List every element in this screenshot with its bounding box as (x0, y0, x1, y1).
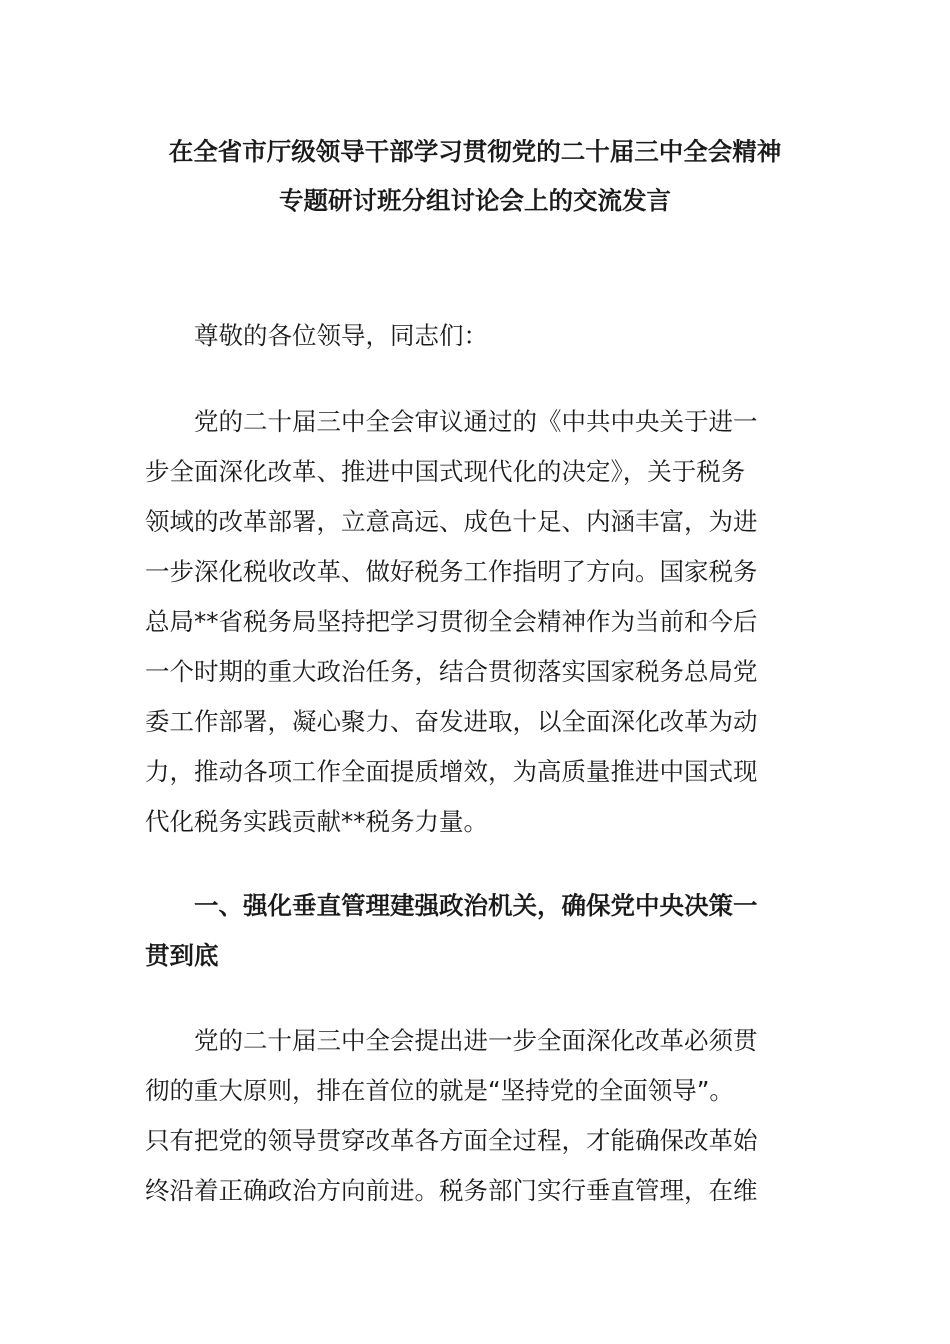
paragraph-1-line: 代化税务实践贡献**税务力量。 (145, 807, 488, 836)
paragraph-2-line: 党的二十届三中全会提出进一步全面深化改革必须贯 (194, 1026, 758, 1055)
paragraph-1-line: 党的二十届三中全会审议通过的《中共中央关于进一 (194, 407, 758, 436)
paragraph-1-line: 步全面深化改革、推进中国式现代化的决定》，关于税务 (145, 457, 746, 486)
paragraph-1-line: 领域的改革部署，立意高远、成色十足、内涵丰富，为进 (145, 507, 758, 536)
paragraph-2-line: 只有把党的领导贯穿改革各方面全过程，才能确保改革始 (145, 1126, 758, 1155)
paragraph-1-line: 总局**省税务局坚持把学习贯彻全会精神作为当前和今后 (145, 607, 758, 636)
document-title-line-2: 专题研讨班分组讨论会上的交流发言 (279, 186, 671, 215)
document-title-line-1: 在全省市厅级领导干部学习贯彻党的二十届三中全会精神 (168, 137, 782, 166)
salutation: 尊敬的各位领导，同志们： (194, 321, 488, 350)
paragraph-2-line: 终沿着正确政治方向前进。税务部门实行垂直管理，在维 (145, 1176, 758, 1205)
paragraph-1-line: 一步深化税收改革、做好税务工作指明了方向。国家税务 (145, 557, 758, 586)
paragraph-1-line: 一个时期的重大政治任务，结合贯彻落实国家税务总局党 (145, 657, 758, 686)
paragraph-2-line: 彻的重大原则，排在首位的就是“坚持党的全面领导”。 (145, 1076, 734, 1105)
section-heading-1-line: 贯到底 (145, 941, 219, 970)
paragraph-1-line: 力，推动各项工作全面提质增效，为高质量推进中国式现 (145, 757, 758, 786)
paragraph-1-line: 委工作部署，凝心聚力、奋发进取，以全面深化改革为动 (145, 707, 758, 736)
section-heading-1-line: 一、强化垂直管理建强政治机关，确保党中央决策一 (194, 891, 758, 920)
